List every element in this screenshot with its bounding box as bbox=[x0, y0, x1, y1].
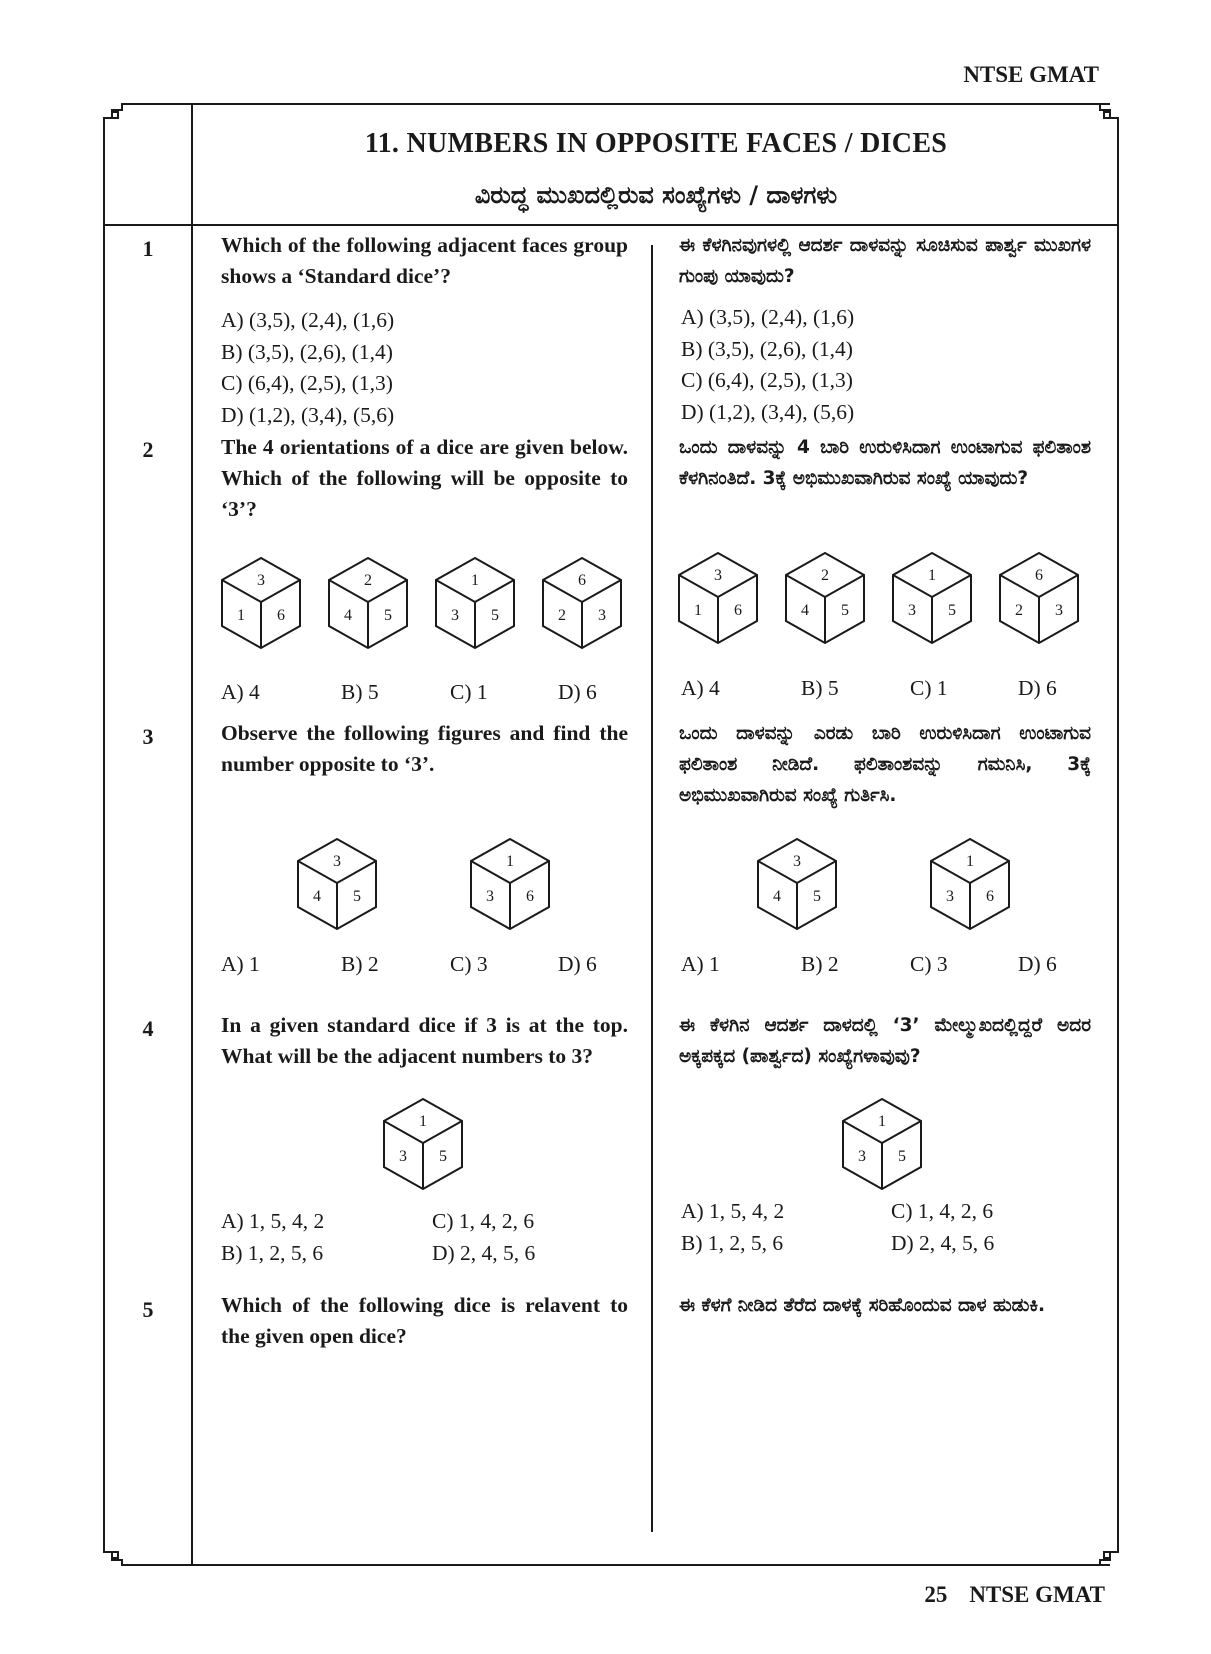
dice-face-right: 5 bbox=[439, 1148, 447, 1165]
dice-face-right: 5 bbox=[384, 607, 392, 624]
dice-figure bbox=[892, 552, 972, 644]
dice-face-right: 5 bbox=[491, 607, 499, 624]
option-d: D) (1,2), (3,4), (5,6) bbox=[681, 399, 855, 424]
dice-face-top: 3 bbox=[333, 853, 341, 870]
dice-edges bbox=[384, 1121, 462, 1189]
question-number: 3 bbox=[142, 724, 154, 749]
dice-face-top: 3 bbox=[257, 572, 265, 589]
option-a: A) 4 bbox=[221, 680, 260, 704]
dice-edges bbox=[222, 580, 300, 648]
option-c: C) 3 bbox=[910, 952, 948, 976]
option-b: B) (3,5), (2,6), (1,4) bbox=[221, 339, 393, 364]
option-d: D) 2, 4, 5, 6 bbox=[432, 1240, 536, 1265]
dice-face-right: 6 bbox=[277, 607, 285, 624]
dice-edges bbox=[543, 580, 621, 648]
option-d: D) 6 bbox=[1018, 676, 1057, 700]
dice-face-top: 3 bbox=[793, 853, 801, 870]
option-a: A) 4 bbox=[681, 676, 720, 700]
dice-face-right: 5 bbox=[353, 888, 361, 905]
dice-edges bbox=[843, 1121, 921, 1189]
dice-face-left: 3 bbox=[858, 1148, 866, 1165]
dice-svg bbox=[930, 838, 1010, 930]
option-c: C) 3 bbox=[450, 952, 488, 976]
dice-edges bbox=[786, 575, 864, 643]
dice-face-right: 6 bbox=[526, 888, 534, 905]
dice-svg bbox=[892, 552, 972, 644]
page-number: 25 bbox=[924, 1582, 948, 1607]
dice-svg bbox=[542, 557, 622, 649]
option-c: C) 1 bbox=[910, 676, 948, 700]
dice-edges bbox=[1000, 575, 1078, 643]
dice-svg bbox=[842, 1098, 922, 1190]
question-number: 2 bbox=[142, 437, 154, 462]
dice-face-right: 5 bbox=[898, 1148, 906, 1165]
chapter-title-kn: ವಿರುದ್ಧ ಮುಖದಲ್ಲಿರುವ ಸಂಖ್ಯೆಗಳು / ದಾಳಗಳು bbox=[474, 181, 838, 209]
dice-face-top: 1 bbox=[928, 567, 936, 584]
options-list-kn bbox=[681, 302, 854, 428]
dice-edges bbox=[298, 861, 376, 929]
option-b: B) 5 bbox=[341, 680, 379, 704]
dice-face-left: 4 bbox=[773, 888, 781, 905]
dice-face-right: 5 bbox=[813, 888, 821, 905]
dice-face-left: 3 bbox=[486, 888, 494, 905]
footer bbox=[902, 1582, 1105, 1608]
dice-figure bbox=[999, 552, 1079, 644]
dice-figure bbox=[328, 557, 408, 649]
dice-edges bbox=[679, 575, 757, 643]
dice-svg bbox=[757, 838, 837, 930]
option-a: A) (3,5), (2,4), (1,6) bbox=[221, 308, 395, 332]
question-number: 1 bbox=[142, 236, 154, 261]
question-text-en: The 4 orientations of a dice are given below. Which of the following will be opposite to ‘3’? bbox=[221, 435, 628, 521]
dice-svg bbox=[999, 552, 1079, 644]
option-c: C) 1 bbox=[450, 680, 488, 704]
dice-face-top: 2 bbox=[364, 572, 372, 589]
dice-svg bbox=[328, 557, 408, 649]
option-a: A) 1 bbox=[221, 952, 260, 976]
chapter-title-en: 11. NUMBERS IN OPPOSITE FACES / DICES bbox=[364, 128, 948, 159]
option-d: D) 2, 4, 5, 6 bbox=[891, 1230, 995, 1255]
option-c: C) (6,4), (2,5), (1,3) bbox=[681, 368, 853, 392]
question-text-kn: ಈ ಕೆಳಗೆ ನೀಡಿದ ತೆರೆದ ದಾಳಕ್ಕೆ ಸರಿಹೊಂದುವ ದಾಳ ಹುಡುಕಿ. bbox=[679, 1295, 1046, 1316]
dice-figure bbox=[930, 838, 1010, 930]
option-d: D) 6 bbox=[558, 952, 597, 976]
options-grid-kn bbox=[681, 1196, 784, 1259]
dice-face-right: 6 bbox=[986, 888, 994, 905]
dice-face-left: 3 bbox=[399, 1148, 407, 1165]
dice-edges bbox=[931, 861, 1009, 929]
dice-edges bbox=[758, 861, 836, 929]
dice-svg bbox=[678, 552, 758, 644]
dice-face-top: 3 bbox=[714, 567, 722, 584]
option-b: B) (3,5), (2,6), (1,4) bbox=[681, 336, 853, 361]
question-text-kn: ಈ ಕೆಳಗಿನವುಗಳಲ್ಲಿ ಆದರ್ಶ ದಾಳವನ್ನು ಸೂಚಿಸುವ ಪಾರ್ಶ್ವ ಮುಖಗಳ ಗುಂಪು ಯಾವುದು? bbox=[679, 235, 1091, 287]
option-c: C) 1, 4, 2, 6 bbox=[891, 1199, 994, 1223]
option-a: A) 1, 5, 4, 2 bbox=[221, 1209, 325, 1233]
dice-face-left: 3 bbox=[908, 602, 916, 619]
question-text-kn: ಒಂದು ದಾಳವನ್ನು 4 ಬಾರಿ ಉರುಳಿಸಿದಾಗ ಉಂಟಾಗುವ ಫಲಿತಾಂಶ ಕೆಳಗಿನಂತಿದೆ. 3ಕ್ಕೆ ಅಭಿಮುಖವಾಗಿರುವ ಸಂಖ್ಯೆ ಯಾವುದು? bbox=[679, 437, 1091, 489]
dice-figure bbox=[542, 557, 622, 649]
footer-title: NTSE GMAT bbox=[969, 1582, 1105, 1607]
dice-figure bbox=[221, 557, 301, 649]
option-b: B) 1, 2, 5, 6 bbox=[221, 1240, 324, 1265]
dice-face-top: 6 bbox=[578, 572, 586, 589]
dice-face-left: 1 bbox=[237, 607, 245, 624]
dice-edges bbox=[436, 580, 514, 648]
options-grid-en-right bbox=[432, 1206, 535, 1269]
dice-face-left: 1 bbox=[694, 602, 702, 619]
dice-face-left: 2 bbox=[558, 607, 566, 624]
dice-face-right: 5 bbox=[841, 602, 849, 619]
question-text-en: In a given standard dice if 3 is at the top. What will be the adjacent numbers to 3? bbox=[221, 1013, 628, 1068]
dice-figure bbox=[678, 552, 758, 644]
option-b: B) 5 bbox=[801, 676, 839, 700]
dice-face-right: 6 bbox=[734, 602, 742, 619]
question-text-en: Which of the following adjacent faces group shows a ‘Standard dice’? bbox=[221, 233, 628, 288]
option-d: D) 6 bbox=[558, 680, 597, 704]
dice-face-top: 1 bbox=[506, 853, 514, 870]
dice-figure bbox=[297, 838, 377, 930]
dice-svg bbox=[221, 557, 301, 649]
option-a: A) 1, 5, 4, 2 bbox=[681, 1199, 785, 1223]
option-b: B) 1, 2, 5, 6 bbox=[681, 1230, 784, 1255]
dice-face-left: 2 bbox=[1015, 602, 1023, 619]
dice-svg bbox=[435, 557, 515, 649]
dice-svg bbox=[383, 1098, 463, 1190]
question-number: 5 bbox=[142, 1297, 154, 1322]
question-text-en: Which of the following dice is relavent to the given open dice? bbox=[221, 1293, 628, 1348]
option-c: C) (6,4), (2,5), (1,3) bbox=[221, 371, 393, 395]
option-a: A) 1 bbox=[681, 952, 720, 976]
option-d: D) 6 bbox=[1018, 952, 1057, 976]
dice-figure bbox=[470, 838, 550, 930]
dice-figure bbox=[757, 838, 837, 930]
option-d: D) (1,2), (3,4), (5,6) bbox=[221, 402, 395, 427]
option-a: A) (3,5), (2,4), (1,6) bbox=[681, 305, 855, 329]
question-text-en: Observe the following figures and find the number opposite to ‘3’. bbox=[221, 721, 628, 776]
dice-face-left: 3 bbox=[451, 607, 459, 624]
dice-face-top: 1 bbox=[419, 1113, 427, 1130]
dice-face-top: 1 bbox=[471, 572, 479, 589]
dice-svg bbox=[297, 838, 377, 930]
question-text-kn: ಈ ಕೆಳಗಿನ ಆದರ್ಶ ದಾಳದಲ್ಲಿ ‘3’ ಮೇಲ್ಮುಖದಲ್ಲಿದ್ದರೆ ಅದರ ಅಕ್ಕಪಕ್ಕದ (ಪಾರ್ಶ್ವದ) ಸಂಖ್ಯೆಗಳಾವುವು? bbox=[679, 1015, 1091, 1067]
option-b: B) 2 bbox=[341, 952, 379, 976]
dice-face-top: 1 bbox=[878, 1113, 886, 1130]
dice-face-left: 4 bbox=[344, 607, 352, 624]
options-grid-kn-right bbox=[891, 1196, 994, 1259]
question-text-kn: ಒಂದು ದಾಳವನ್ನು ಎರಡು ಬಾರಿ ಉರುಳಿಸಿದಾಗ ಉಂಟಾಗುವ ಫಲಿತಾಂಶ ನೀಡಿದೆ. ಫಲಿತಾಂಶವನ್ನು ಗಮನಿಸಿ, 3ಕ್ಕೆ ಅಭಿಮುಖವಾಗಿರುವ ಸಂಖ್ಯೆ ಗುರ್ತಿಸಿ. bbox=[679, 723, 1091, 806]
dice-svg bbox=[785, 552, 865, 644]
dice-svg bbox=[470, 838, 550, 930]
option-b: B) 2 bbox=[801, 952, 839, 976]
dice-face-left: 4 bbox=[313, 888, 321, 905]
dice-figure bbox=[842, 1098, 922, 1190]
options-grid-en bbox=[221, 1206, 324, 1269]
header-title: NTSE GMAT bbox=[963, 62, 1099, 87]
dice-edges bbox=[893, 575, 971, 643]
dice-face-top: 1 bbox=[966, 853, 974, 870]
options-list-en bbox=[221, 305, 394, 431]
dice-face-left: 3 bbox=[946, 888, 954, 905]
dice-edges bbox=[471, 861, 549, 929]
dice-face-right: 5 bbox=[948, 602, 956, 619]
dice-figure bbox=[435, 557, 515, 649]
dice-edges bbox=[329, 580, 407, 648]
dice-figure bbox=[785, 552, 865, 644]
dice-figure bbox=[383, 1098, 463, 1190]
dice-face-right: 3 bbox=[1055, 602, 1063, 619]
dice-face-left: 4 bbox=[801, 602, 809, 619]
option-c: C) 1, 4, 2, 6 bbox=[432, 1209, 535, 1233]
dice-face-right: 3 bbox=[598, 607, 606, 624]
question-number: 4 bbox=[142, 1016, 154, 1041]
dice-face-top: 2 bbox=[821, 567, 829, 584]
dice-face-top: 6 bbox=[1035, 567, 1043, 584]
